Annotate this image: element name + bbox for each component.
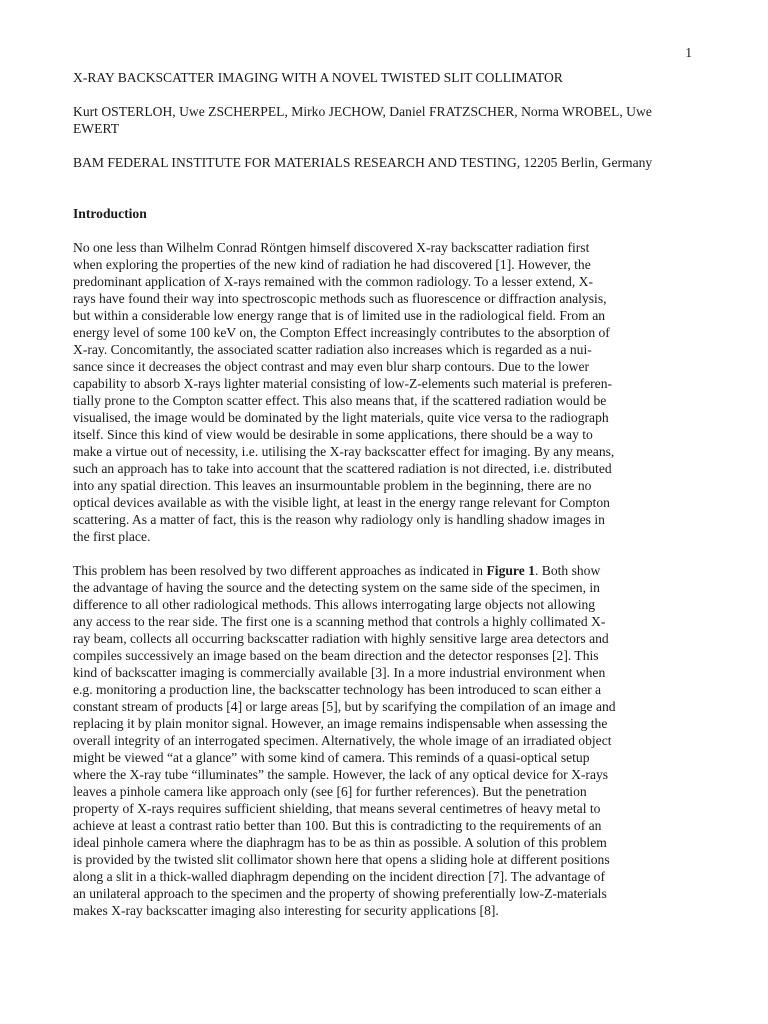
paragraph-2-line: makes X-ray backscatter imaging also interesting for security applications [8].	[73, 903, 499, 918]
paragraph-2-line: is provided by the twisted slit collimator shown here that opens a sliding hole at different positions	[73, 852, 610, 867]
paragraph-2-line	[73, 562, 697, 579]
paragraph-2-line: along a slit in a thick-walled diaphragm depending on the incident direction [7]. The advantage of	[73, 869, 606, 884]
paragraph-2-line: ideal pinhole camera where the diaphragm has to be as thin as possible. A solution of this problem	[73, 835, 607, 850]
paragraph-2-line: ray beam, collects all occurring backscatter radiation with highly sensitive large area detectors and	[73, 631, 609, 646]
paragraph-2	[73, 562, 697, 919]
paragraph-2-line: an unilateral approach to the specimen and the property of showing preferentially low-Z-materials	[73, 886, 607, 901]
affiliation: BAM FEDERAL INSTITUTE FOR MATERIALS RESEARCH AND TESTING, 12205 Berlin, Germany	[73, 155, 653, 170]
paragraph-1-line: rays have found their way into spectroscopic methods such as fluorescence or diffraction analysis,	[73, 291, 607, 306]
paragraph-2-text-after-ref: . Both show	[534, 563, 601, 578]
paragraph-2-line: leaves a pinhole camera like approach only (see [6] for further references). But the penetration	[73, 784, 587, 799]
paragraph-2-line: achieve at least a contrast ratio better than 100. But this is contradicting to the requirements of an	[73, 818, 602, 833]
figure-1-reference: Figure 1	[486, 563, 535, 578]
paragraph-2-line: replacing it by plain monitor signal. However, an image remains indispensable when assessing the	[73, 716, 608, 731]
paragraph-2-line: any access to the rear side. The first one is a scanning method that controls a highly collimated X-	[73, 614, 606, 629]
paragraph-2-line: overall integrity of an interrogated specimen. Alternatively, the whole image of an irradiated object	[73, 733, 612, 748]
paper-title: X-RAY BACKSCATTER IMAGING WITH A NOVEL TWISTED SLIT COLLIMATOR	[73, 70, 563, 85]
page-content	[73, 69, 697, 936]
paragraph-1-line: make a virtue out of necessity, i.e. utilising the X-ray backscatter effect for imaging. By any means,	[73, 444, 615, 459]
paragraph-2-line: property of X-rays requires sufficient shielding, that means several centimetres of heavy metal to	[73, 801, 601, 816]
paragraph-1-line: scattering. As a matter of fact, this is the reason why radiology only is handling shadow images in	[73, 512, 605, 527]
paragraph-1-line: into any spatial direction. This leaves an insurmountable problem in the beginning, there are no	[73, 478, 592, 493]
paragraph-2-line: the advantage of having the source and the detecting system on the same side of the specimen, in	[73, 580, 600, 595]
paragraph-2-line: kind of backscatter imaging is commercially available [3]. In a more industrial environment when	[73, 665, 606, 680]
paragraph-1-line: energy level of some 100 keV on, the Compton Effect increasingly contributes to the absorption of	[73, 325, 610, 340]
paragraph-2-line: compiles successively an image based on the beam direction and the detector responses [2]. This	[73, 648, 599, 663]
paragraph-1-line: capability to absorb X-rays lighter material consisting of low-Z-elements such material is preferen-	[73, 376, 613, 391]
paragraph-2-line: might be viewed “at a glance” with some kind of camera. This reminds of a quasi-optical setup	[73, 750, 590, 765]
paragraph-1-line: the first place.	[73, 529, 151, 544]
paragraph-1-line: predominant application of X-rays remained with the common radiology. To a lesser extend, X-	[73, 274, 593, 289]
paragraph-1-line: such an approach has to take into account that the scattered radiation is not directed, i.e. distributed	[73, 461, 612, 476]
section-heading-introduction: Introduction	[73, 206, 147, 221]
paragraph-1-line: sance since it decreases the object contrast and may even blur sharp contours. Due to the lower	[73, 359, 589, 374]
paragraph-1-line: but within a considerable low energy range that is of limited use in the radiological field. From an	[73, 308, 606, 323]
paragraph-1-line: X-ray. Concomitantly, the associated scatter radiation also increases which is regarded as a nui-	[73, 342, 592, 357]
paragraph-1-line: itself. Since this kind of view would be desirable in some applications, there should be a way to	[73, 427, 593, 442]
paragraph-2-text-before-ref: This problem has been resolved by two different approaches as indicated in	[73, 563, 487, 578]
paragraph-2-line: difference to all other radiological methods. This allows interrogating large objects not allowing	[73, 597, 596, 612]
paragraph-1-line: tially prone to the Compton scatter effect. This also means that, if the scattered radiation would be	[73, 393, 607, 408]
paragraph-1	[73, 239, 697, 545]
author-list: Kurt OSTERLOH, Uwe ZSCHERPEL, Mirko JECHOW, Daniel FRATZSCHER, Norma WROBEL, Uwe EWERT	[73, 104, 652, 136]
paragraph-2-line: constant stream of products [4] or large areas [5], but by scarifying the compilation of an image and	[73, 699, 616, 714]
page-number: 1	[685, 45, 692, 60]
paragraph-1-line: No one less than Wilhelm Conrad Röntgen himself discovered X-ray backscatter radiation first	[73, 240, 590, 255]
paragraph-2-line: where the X-ray tube “illuminates” the sample. However, the lack of any optical device for X-rays	[73, 767, 609, 782]
paragraph-1-line: visualised, the image would be dominated by the light materials, quite vice versa to the radiograph	[73, 410, 609, 425]
paragraph-2-line: e.g. monitoring a production line, the backscatter technology has been introduced to scan either a	[73, 682, 602, 697]
paragraph-1-line: optical devices available as with the visible light, at least in the energy range relevant for Compton	[73, 495, 610, 510]
paragraph-1-line: when exploring the properties of the new kind of radiation he had discovered [1]. However, the	[73, 257, 591, 272]
